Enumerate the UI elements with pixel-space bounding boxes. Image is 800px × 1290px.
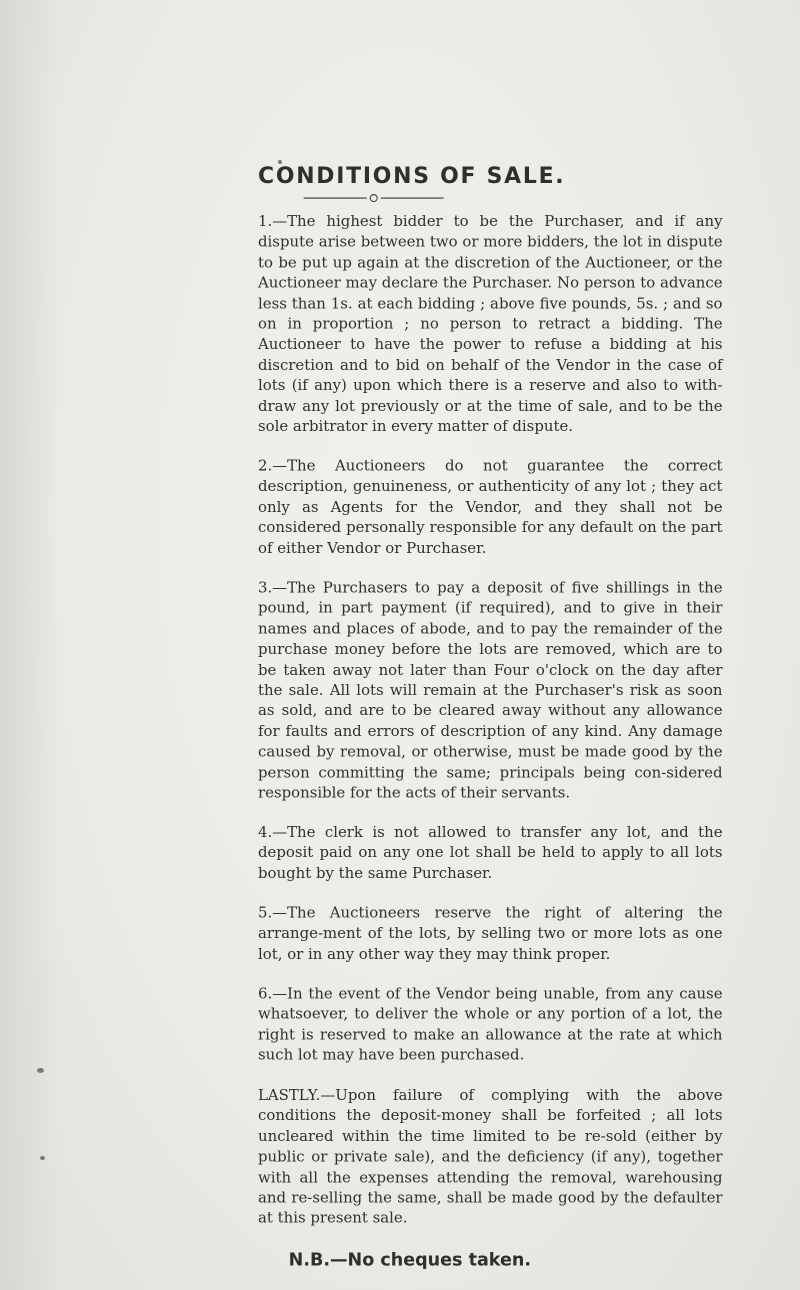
page-shadow	[0, 0, 60, 1290]
ink-speck	[40, 1156, 45, 1160]
condition-2: 2.—The Auctioneers do not guarantee the correct description, genuineness, or authenticity of any lot ; they act only as Agents for the Vendor, and they shall not be considered personally responsible for any default on the part of either Vendor or Purchaser.	[258, 457, 723, 558]
condition-4: 4.—The clerk is not allowed to transfer any lot, and the deposit paid on any one lot shall be held to apply to all lots bought by the same Purchaser.	[258, 823, 723, 883]
document-title: CONDITIONS OF SALE.	[258, 163, 566, 189]
condition-1: 1.—The highest bidder to be the Purchaser, and if any dispute arise between two or more bidders, the lot in dispute to be put up again at the discretion of the Auctioneer, or the Auctioneer may declare the Purchaser. No person to advance less than 1s. at each bidding ; above five pounds, 5s. ; and so on in proportion ; no person to retract a bidding. The Auctioneer to have the power to refuse a bidding at his discretion and to bid on behalf of the Vendor in the case of lots (if any) upon which there is a reserve and also to with-draw any lot previously or at the time of sale, and to be the sole arbitrator in every matter of dispute.	[258, 212, 723, 436]
condition-lastly: LASTLY.—Upon failure of complying with the above conditions the deposit-money shall be forfeited ; all lots uncleared within the time limited to be re-sold (either by public or private sale), and the deficiency (if any), together with all the expenses attending the removal, warehousing and re-selling the same, shall be made good by the defaulter at this present sale.	[258, 1086, 723, 1228]
ink-speck	[37, 1068, 44, 1073]
no-cheques-note: N.B.—No cheques taken.	[288, 1248, 532, 1270]
title-ornament-rule	[304, 193, 444, 204]
condition-5: 5.—The Auctioneers reserve the right of altering the arrange-ment of the lots, by selling two or more lots as one lot, or in any other way they may think proper.	[258, 904, 723, 964]
condition-3: 3.—The Purchasers to pay a deposit of five shillings in the pound, in part payment (if required), and to give in their names and places of abode, and to pay the remainder of the purchase money before the lots are removed, which are to be taken away not later than Four o'clock on the day after the sale. All lots will remain at the Purchaser's risk as soon as sold, and are to be cleared away without any allowance for faults and errors of description of any kind. Any damage caused by removal, or otherwise, must be made good by the person committing the same; principals being con-sidered responsible for the acts of their servants.	[258, 579, 723, 803]
condition-6: 6.—In the event of the Vendor being unable, from any cause whatsoever, to deliver the whole or any portion of a lot, the right is reserved to make an allowance at the rate at which such lot may have been purchased.	[258, 985, 723, 1065]
